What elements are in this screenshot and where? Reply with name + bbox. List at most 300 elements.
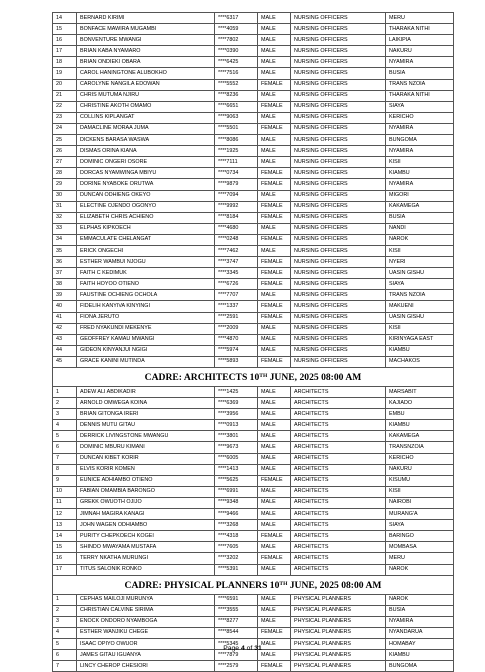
cell-gender: MALE (258, 409, 291, 420)
cell-gender: MALE (258, 157, 291, 168)
cell-id: ****7879 (215, 650, 258, 661)
cell-name: DAMACLINE MORAA JUMA (77, 123, 215, 134)
cell-county: MIGORI (386, 190, 454, 201)
cadre-row-architects (53, 368, 454, 387)
cell-county: TRANS NZOIA (386, 290, 454, 301)
cell-cadre: NURSING OFFICERS (291, 245, 386, 256)
cell-gender: MALE (258, 605, 291, 616)
cell-county: UASIN GISHU (386, 312, 454, 323)
cell-id: ****7462 (215, 245, 258, 256)
cell-name: BONFACE MAWIRA MUGAMBI (77, 24, 215, 35)
cadre-heading (53, 575, 454, 594)
cell-name: TITUS SALONIK RONKO (77, 564, 215, 575)
cell-cadre: NURSING OFFICERS (291, 234, 386, 245)
cell-county: SIAYA (386, 101, 454, 112)
cell-id: ****3202 (215, 553, 258, 564)
cell-no: 30 (53, 190, 77, 201)
cell-cadre: NURSING OFFICERS (291, 356, 386, 367)
cell-gender: MALE (258, 223, 291, 234)
table-row (53, 356, 454, 367)
cell-name: BRIAN KABA NYAMARO (77, 46, 215, 57)
cell-gender: MALE (258, 650, 291, 661)
footer-total-pages: 31 (254, 645, 262, 652)
cell-id: ****6317 (215, 13, 258, 24)
cell-name: BONVENTURE MWANGI (77, 35, 215, 46)
cell-cadre: PHYSICAL PLANNERS (291, 616, 386, 627)
cell-cadre: NURSING OFFICERS (291, 212, 386, 223)
cell-gender: MALE (258, 323, 291, 334)
table-row (53, 497, 454, 508)
cell-gender: FEMALE (258, 301, 291, 312)
cell-cadre: NURSING OFFICERS (291, 268, 386, 279)
cell-gender: MALE (258, 497, 291, 508)
cell-id: ****6425 (215, 57, 258, 68)
cell-county: BUSIA (386, 68, 454, 79)
cell-cadre: PHYSICAL PLANNERS (291, 661, 386, 672)
cell-cadre: ARCHITECTS (291, 420, 386, 431)
table-row (53, 290, 454, 301)
cell-cadre: PHYSICAL PLANNERS (291, 627, 386, 638)
cell-gender: MALE (258, 387, 291, 398)
cell-county: MERU (386, 553, 454, 564)
cell-cadre: NURSING OFFICERS (291, 301, 386, 312)
cell-no: 11 (53, 497, 77, 508)
table-row (53, 420, 454, 431)
cell-county: KISII (386, 245, 454, 256)
cadre-heading-date: JUNE, 2025 08:00 AM (267, 372, 362, 383)
cell-id: ****8184 (215, 212, 258, 223)
cell-cadre: ARCHITECTS (291, 398, 386, 409)
cell-cadre: NURSING OFFICERS (291, 112, 386, 123)
cadre-heading-date: JUNE, 2025 08:00 AM (287, 579, 382, 591)
cell-gender: FEMALE (258, 123, 291, 134)
cell-id: ****0390 (215, 46, 258, 57)
cell-no: 4 (53, 627, 77, 638)
cell-id: ****5893 (215, 356, 258, 367)
cell-gender: MALE (258, 616, 291, 627)
cell-no: 20 (53, 79, 77, 90)
cell-cadre: ARCHITECTS (291, 475, 386, 486)
roster-table (52, 12, 454, 672)
cell-cadre: ARCHITECTS (291, 387, 386, 398)
cell-county: KIAMBU (386, 420, 454, 431)
cell-name: FAITH C KEDIMUK (77, 268, 215, 279)
cell-name: GRACE KANINI MUTINDA (77, 356, 215, 367)
cell-id: ****9466 (215, 509, 258, 520)
footer-current-page: 4 (240, 645, 245, 652)
cell-county: KERICHO (386, 453, 454, 464)
cell-name: BRIAN GITONGA IRERI (77, 409, 215, 420)
table-row (53, 112, 454, 123)
cell-county: KISUMU (386, 475, 454, 486)
cell-name: FIDELIH KANYIVA KINYINGI (77, 301, 215, 312)
cell-name: ESTHER WAMBUI NJOGU (77, 257, 215, 268)
cell-county: KISII (386, 157, 454, 168)
cell-no: 3 (53, 616, 77, 627)
cell-gender: MALE (258, 13, 291, 24)
cadre-row-physical-planners (53, 575, 454, 594)
cell-no: 37 (53, 268, 77, 279)
cell-no: 3 (53, 409, 77, 420)
cell-no: 9 (53, 475, 77, 486)
cell-no: 21 (53, 90, 77, 101)
cell-county: NYAMIRA (386, 146, 454, 157)
cell-no: 18 (53, 57, 77, 68)
cell-name: ERICK ONGECHI (77, 245, 215, 256)
cell-no: 17 (53, 46, 77, 57)
cell-id: ****1925 (215, 146, 258, 157)
cell-cadre: ARCHITECTS (291, 553, 386, 564)
cell-gender: MALE (258, 146, 291, 157)
cell-no: 15 (53, 24, 77, 35)
cell-no: 31 (53, 201, 77, 212)
cell-county: NYAMIRA (386, 57, 454, 68)
table-row (53, 442, 454, 453)
cell-cadre: ARCHITECTS (291, 564, 386, 575)
cadre-heading-ordinal: TH (259, 373, 268, 379)
cell-gender: FEMALE (258, 234, 291, 245)
cell-gender: FEMALE (258, 531, 291, 542)
table-row (53, 257, 454, 268)
cell-id: ****3268 (215, 520, 258, 531)
cell-no: 39 (53, 290, 77, 301)
cell-no: 28 (53, 168, 77, 179)
cell-county: KIAMBU (386, 650, 454, 661)
cell-name: CEPHAS MAILOJI MURUNYA (77, 594, 215, 605)
table-row (53, 35, 454, 46)
cell-cadre: ARCHITECTS (291, 486, 386, 497)
cell-gender: MALE (258, 35, 291, 46)
cell-no: 38 (53, 279, 77, 290)
cell-name: DOMINIC ONGERI OSORE (77, 157, 215, 168)
cell-cadre: NURSING OFFICERS (291, 157, 386, 168)
cell-gender: MALE (258, 334, 291, 345)
cell-name: FAUSTINE OCHIENG OCHOLA (77, 290, 215, 301)
cell-county: KAKAMEGA (386, 201, 454, 212)
cell-county: MACHAKOS (386, 356, 454, 367)
table-row (53, 90, 454, 101)
cell-gender: MALE (258, 90, 291, 101)
cell-gender: MALE (258, 520, 291, 531)
cell-no: 15 (53, 542, 77, 553)
cell-county: BUSIA (386, 605, 454, 616)
cell-cadre: NURSING OFFICERS (291, 57, 386, 68)
cell-id: ****7111 (215, 157, 258, 168)
cell-county: KIAMBU (386, 168, 454, 179)
table-row (53, 661, 454, 672)
cell-name: JIMNAH MAGIRA KANAGI (77, 509, 215, 520)
cell-gender: MALE (258, 290, 291, 301)
cell-county: KAKAMEGA (386, 431, 454, 442)
cell-gender: MALE (258, 453, 291, 464)
cell-no: 44 (53, 345, 77, 356)
cadre-heading-text: CADRE: ARCHITECTS 10 (144, 372, 260, 383)
cell-id: ****6005 (215, 453, 258, 464)
table-row (53, 201, 454, 212)
cell-name: BERNARD KIRIMI (77, 13, 215, 24)
cell-name: CAROL HANINGTONE ALUBOKHO (77, 68, 215, 79)
cell-name: CHRISTINE AKOTH OMAMO (77, 101, 215, 112)
cell-cadre: NURSING OFFICERS (291, 279, 386, 290)
cell-gender: MALE (258, 420, 291, 431)
cell-cadre: NURSING OFFICERS (291, 290, 386, 301)
cell-cadre: NURSING OFFICERS (291, 101, 386, 112)
cell-county: MERU (386, 13, 454, 24)
cell-no: 6 (53, 650, 77, 661)
cell-cadre: ARCHITECTS (291, 431, 386, 442)
cell-cadre: ARCHITECTS (291, 497, 386, 508)
table-row (53, 123, 454, 134)
cell-cadre: NURSING OFFICERS (291, 135, 386, 146)
table-row (53, 323, 454, 334)
cell-name: ISAAC OPIYO OWUOR (77, 638, 215, 649)
table-row (53, 345, 454, 356)
cell-no: 34 (53, 234, 77, 245)
table-row (53, 542, 454, 553)
cell-no: 33 (53, 223, 77, 234)
cell-county: NYAMIRA (386, 616, 454, 627)
cell-id: ****9063 (215, 112, 258, 123)
cell-county: KERICHO (386, 112, 454, 123)
cell-county: HOMABAY (386, 638, 454, 649)
cell-gender: MALE (258, 57, 291, 68)
cell-county: NANDI (386, 223, 454, 234)
cell-id: ****6591 (215, 594, 258, 605)
table-row (53, 190, 454, 201)
cell-no: 5 (53, 638, 77, 649)
cell-county: UASIN GISHU (386, 268, 454, 279)
cell-no: 14 (53, 531, 77, 542)
cell-cadre: NURSING OFFICERS (291, 123, 386, 134)
cell-gender: MALE (258, 135, 291, 146)
cell-no: 8 (53, 464, 77, 475)
table-row (53, 279, 454, 290)
cell-county: LAIKIPIA (386, 35, 454, 46)
cell-id: ****8236 (215, 90, 258, 101)
cell-gender: FEMALE (258, 257, 291, 268)
table-row (53, 24, 454, 35)
cell-id: ****7707 (215, 290, 258, 301)
cell-no: 29 (53, 179, 77, 190)
cell-name: DUNCAN ODHIENG OKEYO (77, 190, 215, 201)
cell-cadre: NURSING OFFICERS (291, 146, 386, 157)
cell-name: DERRICK LIVINGSTONE MWANGU (77, 431, 215, 442)
cell-gender: FEMALE (258, 179, 291, 190)
cell-id: ****2591 (215, 312, 258, 323)
cell-cadre: NURSING OFFICERS (291, 13, 386, 24)
cell-county: MOMBASA (386, 542, 454, 553)
table-row (53, 68, 454, 79)
cell-gender: MALE (258, 486, 291, 497)
table-row (53, 409, 454, 420)
cell-county: THARAKA NITHI (386, 90, 454, 101)
cell-id: ****4059 (215, 24, 258, 35)
cell-county: BUNGOMA (386, 661, 454, 672)
table-row (53, 616, 454, 627)
cell-name: GREKK OWUOTH OJIJO (77, 497, 215, 508)
cell-cadre: PHYSICAL PLANNERS (291, 594, 386, 605)
cell-no: 42 (53, 323, 77, 334)
cell-county: NAROK (386, 234, 454, 245)
table-row (53, 387, 454, 398)
cell-cadre: NURSING OFFICERS (291, 323, 386, 334)
cell-name: FABIAN OMAMBIA BARONGO (77, 486, 215, 497)
cell-gender: MALE (258, 638, 291, 649)
cell-no: 13 (53, 520, 77, 531)
cell-id: ****5974 (215, 345, 258, 356)
cell-gender: FEMALE (258, 279, 291, 290)
cell-id: ****4318 (215, 531, 258, 542)
cell-cadre: ARCHITECTS (291, 509, 386, 520)
cell-no: 17 (53, 564, 77, 575)
cell-gender: MALE (258, 594, 291, 605)
table-row (53, 553, 454, 564)
cell-no: 24 (53, 123, 77, 134)
cell-id: ****3747 (215, 257, 258, 268)
cell-name: DOMINIC MBURU KIMANI (77, 442, 215, 453)
cell-id: ****5391 (215, 564, 258, 575)
cell-name: DISMAS ORINA KIANA (77, 146, 215, 157)
cell-cadre: NURSING OFFICERS (291, 223, 386, 234)
cell-no: 10 (53, 486, 77, 497)
cell-gender: FEMALE (258, 312, 291, 323)
cell-id: ****5552 (215, 79, 258, 90)
table-row (53, 453, 454, 464)
cell-id: ****1425 (215, 387, 258, 398)
table-row (53, 13, 454, 24)
cell-no: 1 (53, 594, 77, 605)
cell-name: ADEW ALI ABDIKADIR (77, 387, 215, 398)
cell-gender: MALE (258, 46, 291, 57)
cell-id: ****5501 (215, 123, 258, 134)
table-row (53, 334, 454, 345)
cell-no: 2 (53, 398, 77, 409)
cell-county: KISII (386, 323, 454, 334)
cell-id: ****1337 (215, 301, 258, 312)
cell-county: NAKURU (386, 46, 454, 57)
table-row (53, 46, 454, 57)
cell-county: BUSIA (386, 212, 454, 223)
cell-no: 4 (53, 420, 77, 431)
cell-county: NAROK (386, 564, 454, 575)
cell-county: SIAYA (386, 520, 454, 531)
table-row (53, 57, 454, 68)
cell-cadre: NURSING OFFICERS (291, 79, 386, 90)
cell-gender: MALE (258, 564, 291, 575)
cell-name: FIONA JERUTO (77, 312, 215, 323)
cell-gender: MALE (258, 431, 291, 442)
cadre-heading (53, 368, 454, 387)
cell-county: TRANS NZOIA (386, 79, 454, 90)
cell-id: ****7094 (215, 190, 258, 201)
cell-gender: MALE (258, 245, 291, 256)
cadre-heading-ordinal: TH (279, 580, 288, 587)
cell-county: BUNGOMA (386, 135, 454, 146)
cell-gender: MALE (258, 24, 291, 35)
cell-name: COLLINS KIPLANGAT (77, 112, 215, 123)
cell-name: TERRY NKATHA MURUNGI (77, 553, 215, 564)
cell-county: NYERI (386, 257, 454, 268)
cell-gender: FEMALE (258, 356, 291, 367)
cell-cadre: ARCHITECTS (291, 409, 386, 420)
cell-id: ****0248 (215, 234, 258, 245)
cell-cadre: ARCHITECTS (291, 520, 386, 531)
cell-id: ****4870 (215, 334, 258, 345)
table-row (53, 464, 454, 475)
document-page (52, 12, 453, 672)
cell-no: 45 (53, 356, 77, 367)
cell-cadre: PHYSICAL PLANNERS (291, 650, 386, 661)
cell-county: KIRINYAGA EAST (386, 334, 454, 345)
cell-cadre: NURSING OFFICERS (291, 68, 386, 79)
cell-cadre: ARCHITECTS (291, 453, 386, 464)
cell-name: JOHN WAGEN ODHIAMBO (77, 520, 215, 531)
cell-county: NAROK (386, 594, 454, 605)
cell-name: ENOCK ONDORO NYAMBOGA (77, 616, 215, 627)
cell-id: ****1413 (215, 464, 258, 475)
cell-gender: MALE (258, 398, 291, 409)
table-row (53, 223, 454, 234)
cell-gender: FEMALE (258, 212, 291, 223)
cell-no: 22 (53, 101, 77, 112)
cell-id: ****2009 (215, 323, 258, 334)
cell-no: 32 (53, 212, 77, 223)
cell-no: 23 (53, 112, 77, 123)
cell-cadre: PHYSICAL PLANNERS (291, 638, 386, 649)
cell-id: ****0913 (215, 420, 258, 431)
table-row (53, 509, 454, 520)
cell-id: ****4680 (215, 223, 258, 234)
cell-cadre: NURSING OFFICERS (291, 35, 386, 46)
cell-name: CHRIS MUTUMA NJIRU (77, 90, 215, 101)
cell-name: PURITY CHEPKOECH KOGEI (77, 531, 215, 542)
cell-id: ****5345 (215, 638, 258, 649)
cell-gender: FEMALE (258, 268, 291, 279)
cell-county: BARINGO (386, 531, 454, 542)
cell-cadre: NURSING OFFICERS (291, 179, 386, 190)
table-row (53, 157, 454, 168)
cell-county: MARSABIT (386, 387, 454, 398)
table-row (53, 475, 454, 486)
cell-id: ****6651 (215, 101, 258, 112)
cell-cadre: NURSING OFFICERS (291, 190, 386, 201)
page-footer (0, 645, 485, 652)
cell-id: ****6369 (215, 398, 258, 409)
cell-cadre: NURSING OFFICERS (291, 334, 386, 345)
cell-id: ****8086 (215, 135, 258, 146)
table-row (53, 245, 454, 256)
cell-county: THARAKA NITHI (386, 24, 454, 35)
cell-county: MURANG'A (386, 509, 454, 520)
cell-no: 41 (53, 312, 77, 323)
cell-gender: FEMALE (258, 101, 291, 112)
cell-name: CAROLYNE NANGILA EDOWAN (77, 79, 215, 90)
cell-no: 6 (53, 442, 77, 453)
cell-county: EMBU (386, 409, 454, 420)
cell-county: MAKUENI (386, 301, 454, 312)
cell-cadre: NURSING OFFICERS (291, 46, 386, 57)
cell-no: 14 (53, 13, 77, 24)
cell-no: 27 (53, 157, 77, 168)
cell-name: ARNOLD OMWEGA KOINA (77, 398, 215, 409)
cell-id: ****3956 (215, 409, 258, 420)
cell-no: 12 (53, 509, 77, 520)
cell-cadre: NURSING OFFICERS (291, 24, 386, 35)
table-row (53, 268, 454, 279)
cell-name: EUNICE ADHIAMBO OTIENO (77, 475, 215, 486)
cell-cadre: ARCHITECTS (291, 531, 386, 542)
cell-cadre: NURSING OFFICERS (291, 345, 386, 356)
